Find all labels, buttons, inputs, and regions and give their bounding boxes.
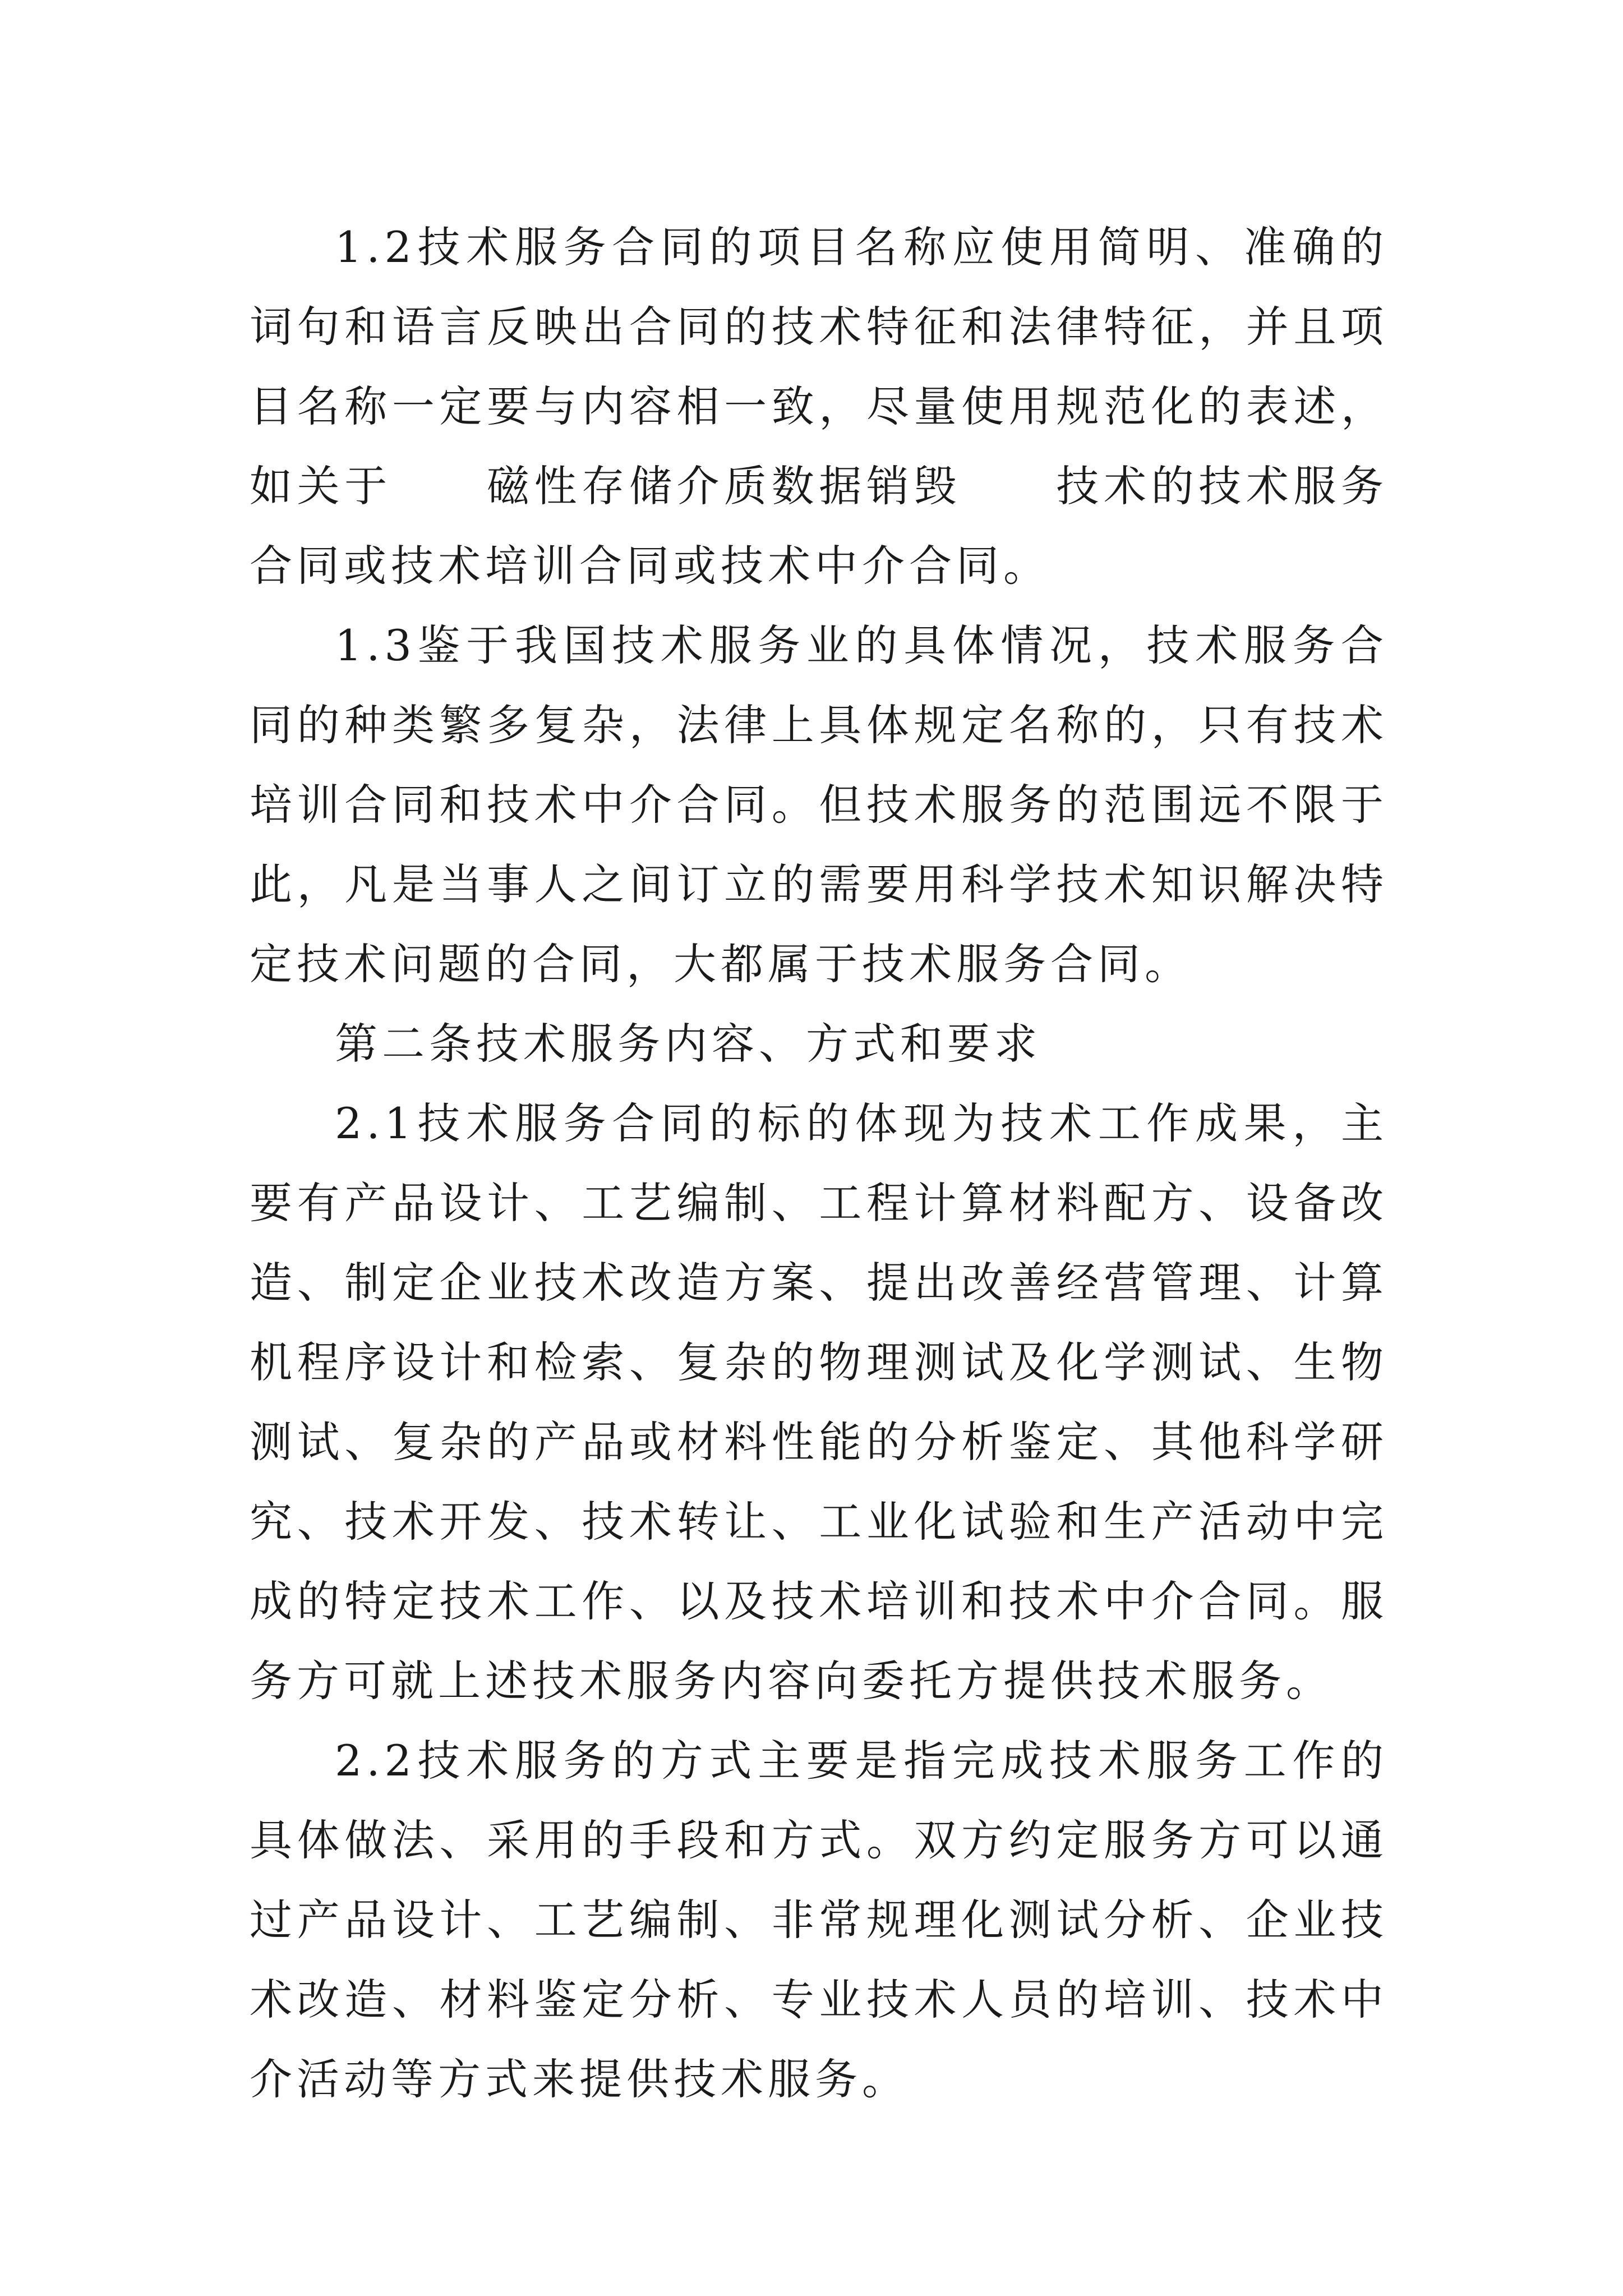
section-heading-article-2: 第二条技术服务内容、方式和要求: [335, 1019, 1041, 1069]
paragraph-1-2: 1.2技术服务合同的项目名称应使用简明、准确的词句和语言反映出合同的技术特征和法律特征，并且项目名称一定要与内容相一致，尽量使用规范化的表述，如关于 磁性存储介质数据销毁 技术的技术服务合同或技术培训合同或技术中介合同。: [250, 222, 1388, 591]
paragraph-2-1: 2.1技术服务合同的标的体现为技术工作成果，主要有产品设计、工艺编制、工程计算材料配方、设备改造、制定企业技术改造方案、提出改善经营管理、计算机程序设计和检索、复杂的物理测试及化学测试、生物测试、复杂的产品或材料性能的分析鉴定、其他科学研究、技术开发、技术转让、工业化试验和生产活动中完成的特定技术工作、以及技术培训和技术中介合同。服务方可就上述技术服务内容向委托方提供技术服务。: [250, 1098, 1388, 1706]
paragraph-2-2: 2.2技术服务的方式主要是指完成技术服务工作的具体做法、采用的手段和方式。双方约定服务方可以通过产品设计、工艺编制、非常规理化测试分析、企业技术改造、材料鉴定分析、专业技术人员的培训、技术中介活动等方式来提供技术服务。: [250, 1736, 1388, 2104]
document-body: [250, 208, 1388, 2119]
paragraph-1-3: 1.3鉴于我国技术服务业的具体情况，技术服务合同的种类繁多复杂，法律上具体规定名称的，只有技术培训合同和技术中介合同。但技术服务的范围远不限于此，凡是当事人之间订立的需要用科学技术知识解决特定技术问题的合同，大都属于技术服务合同。: [250, 620, 1388, 989]
